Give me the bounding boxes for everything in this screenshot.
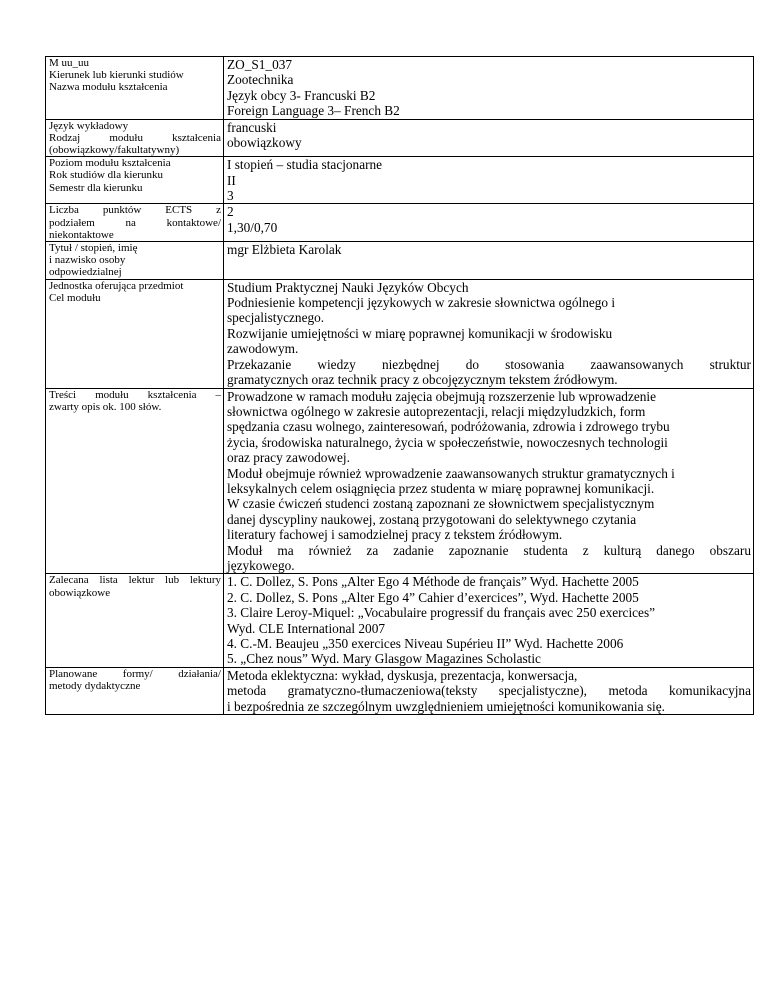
label-module-goal: Cel modułu	[49, 291, 101, 304]
label-reading-2: obowiązkowe	[49, 586, 111, 599]
table-row	[46, 157, 754, 204]
table-row	[46, 667, 754, 714]
value-cell	[224, 388, 754, 574]
label-cell	[46, 57, 224, 120]
label-module-type-options: (obowiązkowy/fakultatywny)	[49, 144, 180, 157]
goal-line: Podniesienie kompetencji językowych w zakresie słownictwa ogólnego i	[227, 295, 616, 311]
content-line: W czasie ćwiczeń studenci zostaną zapoznani ze słownictwem specjalistycznym	[227, 496, 655, 512]
content-line: literatury fachowej i samodzielnej pracy z tekstem źródłowym.	[227, 527, 563, 543]
label-cell	[46, 242, 224, 280]
label-methods-2: metody dydaktyczne	[49, 680, 141, 693]
label-ects-split: podziałem na kontaktowe/	[49, 216, 221, 229]
label-reading-1: Zalecana lista lektur lub lektury	[49, 574, 221, 587]
label-semester: Semestr dla kierunku	[49, 181, 143, 194]
label-unit: Jednostka oferująca przedmiot	[49, 279, 184, 292]
value-ects: 2	[227, 204, 234, 220]
value-cell	[224, 57, 754, 120]
label-responsible-2: i nazwisko osoby	[49, 254, 126, 267]
value-field-of-study: Zootechnika	[227, 72, 294, 88]
label-content-2: zwarty opis ok. 100 słów.	[49, 400, 162, 413]
label-cell	[46, 157, 224, 204]
reading-line: 5. „Chez nous” Wyd. Mary Glasgow Magazines Scholastic	[227, 651, 541, 667]
label-cell	[46, 119, 224, 157]
label-cell	[46, 279, 224, 388]
label-level: Poziom modułu kształcenia	[49, 157, 171, 170]
label-cell	[46, 204, 224, 242]
content-line: spędzania czasu wolnego, zainteresowań, podróżowania, zdrowia i zdrowego trybu	[227, 419, 670, 435]
label-cell	[46, 388, 224, 574]
label-responsible-1: Tytuł / stopień, imię	[49, 242, 138, 255]
label-module-code: M uu_uu	[49, 57, 90, 69]
label-year: Rok studiów dla kierunku	[49, 169, 163, 182]
reading-line: 2. C. Dollez, S. Pons „Alter Ego 4” Cahier d’exercices”, Wyd. Hachette 2005	[227, 589, 639, 605]
module-description-table	[45, 56, 754, 715]
table-row	[46, 388, 754, 574]
table-row	[46, 119, 754, 157]
reading-line: Wyd. CLE International 2007	[227, 620, 385, 636]
methods-line: Metoda eklektyczna: wykład, dyskusja, prezentacja, konwersacja,	[227, 667, 578, 683]
reading-line: 3. Claire Leroy-Miquel: „Vocabulaire progressif du français avec 250 exercices”	[227, 605, 656, 621]
value-cell	[224, 574, 754, 667]
goal-line: zawodowym.	[227, 341, 299, 357]
content-line: słownictwa ogólnego w zakresie autoprezentacji, relacji międzyludzkich, form	[227, 403, 646, 419]
value-level: I stopień – studia stacjonarne	[227, 157, 383, 173]
value-responsible-person: mgr Elżbieta Karolak	[227, 242, 342, 258]
goal-line: Przekazanie wiedzy niezbędnej do stosowania zaawansowanych struktur	[227, 356, 751, 372]
value-language: francuski	[227, 119, 277, 135]
value-year: II	[227, 172, 236, 188]
content-line: leksykalnych celem osiągnięcia przez studenta w miarę poprawnej komunikacji.	[227, 480, 655, 496]
content-line: oraz pracy zawodowej.	[227, 450, 350, 466]
label-ects-noncontact: niekontaktowe	[49, 228, 114, 241]
value-module-type: obowiązkowy	[227, 135, 302, 151]
table-row	[46, 57, 754, 120]
value-module-name-en: Foreign Language 3– French B2	[227, 103, 400, 119]
content-line: Moduł ma również za zadanie zapoznanie studenta z kulturą danego obszaru	[227, 542, 751, 558]
label-responsible-3: odpowiedzialnej	[49, 266, 122, 279]
label-cell	[46, 574, 224, 667]
value-unit: Studium Praktycznej Nauki Języków Obcych	[227, 279, 469, 295]
content-line: życia, środowiska naturalnego, życia w społeczeństwie, nowoczesnych technologii	[227, 434, 668, 450]
table-row	[46, 242, 754, 280]
content-line: Moduł obejmuje również wprowadzenie zaawansowanych struktur gramatycznych i	[227, 465, 675, 481]
label-methods-1: Planowane formy/ działania/	[49, 667, 221, 680]
value-module-code: ZO_S1_037	[227, 57, 293, 72]
label-module-type: Rodzaj modułu kształcenia	[49, 131, 221, 144]
value-cell	[224, 119, 754, 157]
table-row	[46, 279, 754, 388]
methods-line: i bezpośrednia ze szczególnym uwzględnieniem umiejętności komunikowania się.	[227, 698, 665, 714]
value-ects-split: 1,30/0,70	[227, 219, 278, 235]
label-content-1: Treści modułu kształcenia –	[49, 388, 221, 401]
value-semester: 3	[227, 188, 234, 204]
value-cell	[224, 667, 754, 714]
goal-line: specjalistycznego.	[227, 310, 325, 326]
value-cell	[224, 279, 754, 388]
value-module-name-pl: Język obcy 3- Francuski B2	[227, 87, 376, 103]
label-cell	[46, 667, 224, 714]
methods-line: metoda gramatyczno-tłumaczeniowa(teksty specjalistyczne), metoda komunikacyjna	[227, 683, 751, 699]
content-line: danej dyscypliny naukowej, zostaną przygotowani do selektywnego czytania	[227, 511, 637, 527]
label-ects: Liczba punktów ECTS z	[49, 204, 221, 217]
reading-line: 4. C.-M. Beaujeu „350 exercices Niveau Supérieu II” Wyd. Hachette 2006	[227, 636, 624, 652]
content-line: językowego.	[227, 557, 295, 573]
reading-line: 1. C. Dollez, S. Pons „Alter Ego 4 Méthode de français” Wyd. Hachette 2005	[227, 574, 639, 590]
content-line: Prowadzone w ramach modułu zajęcia obejmują rozszerzenie lub wprowadzenie	[227, 388, 657, 404]
value-cell	[224, 157, 754, 204]
value-cell	[224, 204, 754, 242]
label-language: Język wykładowy	[49, 119, 129, 132]
goal-line: gramatycznych oraz technik pracy z obcojęzycznym tekstem źródłowym.	[227, 372, 618, 388]
value-cell	[224, 242, 754, 280]
table-row	[46, 574, 754, 667]
label-module-name: Nazwa modułu kształcenia	[49, 81, 168, 94]
table-row	[46, 204, 754, 242]
goal-line: Rozwijanie umiejętności w miarę poprawnej komunikacji w środowisku	[227, 325, 613, 341]
label-field-of-study: Kierunek lub kierunki studiów	[49, 69, 184, 82]
